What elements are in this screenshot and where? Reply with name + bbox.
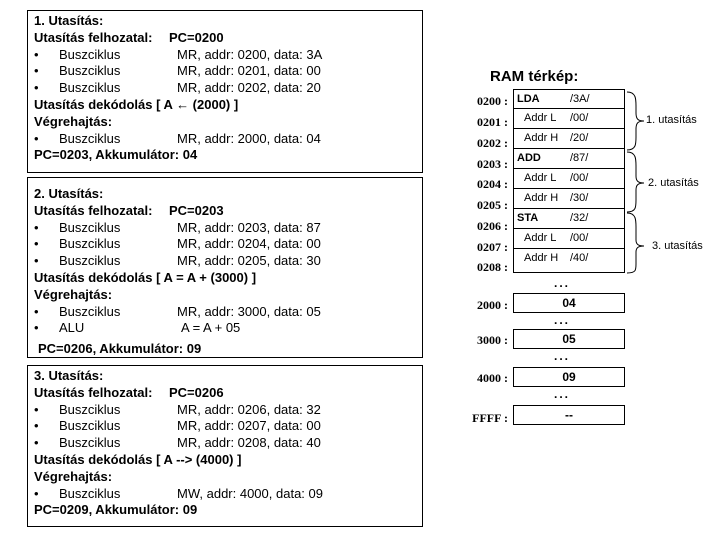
ellipsis: ... [553, 313, 570, 327]
ram-address: 2000 : [477, 298, 508, 312]
bullet: • [34, 130, 39, 146]
ram-cell-value: /00/ [570, 232, 589, 244]
result-line: PC=0203, Akkumulátor: 04 [34, 147, 198, 163]
ram-address: 0208 : [477, 260, 508, 274]
bus-cycle-row [34, 131, 416, 148]
instruction-3-box [27, 365, 423, 527]
ram-cell [513, 229, 625, 249]
operation-detail: MR, addr: 0206, data: 32 [177, 401, 321, 417]
ram-address: FFFF : [472, 411, 508, 425]
decode-line: Utasítás dekódolás [ A ← (2000) ] [34, 96, 239, 112]
ram-address: 0206 : [477, 219, 508, 233]
ram-cell-mnemonic: Addr L [524, 232, 557, 244]
instruction-title: 3. Utasítás: [34, 368, 104, 383]
bullet: • [34, 236, 39, 252]
bullet: • [34, 401, 39, 417]
operation-detail: MR, addr: 0201, data: 00 [177, 63, 321, 79]
fetch-label: Utasítás felhozatal: [34, 202, 153, 218]
ram-cell [513, 189, 625, 209]
bus-cycle-row [34, 402, 416, 419]
ram-data-cell: 09 [513, 367, 625, 387]
ram-cell-mnemonic: Addr L [524, 172, 557, 184]
operation-detail: MR, addr: 0207, data: 00 [177, 418, 321, 434]
ram-cell-mnemonic: Addr L [524, 112, 557, 124]
result-line: PC=0209, Akkumulátor: 09 [34, 502, 198, 518]
bullet: • [34, 320, 39, 336]
fetch-pc: PC=0200 [169, 29, 224, 45]
operation: Buszciklus [59, 130, 121, 146]
bus-cycle-row [34, 236, 416, 253]
brace-label-2: 2. utasítás [648, 177, 699, 189]
ram-cell [513, 209, 625, 229]
instruction-1-box [27, 10, 423, 173]
ram-cell [513, 109, 625, 129]
ram-cell [513, 249, 625, 273]
decode-line: Utasítás dekódolás [ A --> (4000) ] [34, 451, 242, 467]
ellipsis: ... [553, 387, 570, 401]
ram-address: 0203 : [477, 157, 508, 171]
operation: Buszciklus [59, 401, 121, 417]
operation-detail: A = A + 05 [181, 320, 241, 336]
operation-detail: MR, addr: 0203, data: 87 [177, 219, 321, 235]
ram-cell-mnemonic: ADD [517, 152, 541, 164]
ram-cell-value: /30/ [570, 192, 589, 204]
operation: Buszciklus [59, 236, 121, 252]
operation-detail: MR, addr: 0200, data: 3A [177, 46, 323, 62]
bullet: • [34, 253, 39, 269]
bullet: • [34, 63, 39, 79]
ram-address: 0204 : [477, 177, 508, 191]
ram-data-cell: 05 [513, 329, 625, 349]
ram-cell-mnemonic: Addr H [524, 252, 559, 264]
operation: Buszciklus [59, 303, 121, 319]
operation: ALU [59, 320, 85, 336]
ram-map-title: RAM térkép: [490, 68, 579, 85]
ram-cell-mnemonic: STA [517, 212, 539, 224]
alu-row [34, 320, 416, 337]
ram-cell [513, 149, 625, 169]
instruction-title: 1. Utasítás: [34, 13, 104, 28]
ram-cell-value: /00/ [570, 172, 589, 184]
ram-cell-value: /40/ [570, 252, 589, 264]
bus-cycle-row [34, 304, 416, 321]
operation: Buszciklus [59, 219, 121, 235]
ram-data-cell: 04 [513, 293, 625, 313]
execute-label: Végrehajtás: [34, 113, 113, 129]
ellipsis: ... [553, 276, 570, 290]
ram-data-cell: -- [513, 405, 625, 425]
ram-address: 3000 : [477, 333, 508, 347]
bus-cycle-row [34, 80, 416, 97]
bus-cycle-row [34, 418, 416, 435]
bus-cycle-row [34, 253, 416, 270]
brace-3 [627, 213, 644, 273]
operation: Buszciklus [59, 435, 121, 451]
fetch-line [34, 203, 416, 220]
execute-label: Végrehajtás: [34, 468, 113, 484]
fetch-pc: PC=0206 [169, 384, 224, 400]
bullet: • [34, 219, 39, 235]
bus-cycle-row [34, 486, 416, 503]
fetch-label: Utasítás felhozatal: [34, 384, 153, 400]
bullet: • [34, 418, 39, 434]
fetch-pc: PC=0203 [169, 202, 224, 218]
operation: Buszciklus [59, 418, 121, 434]
fetch-line [34, 385, 416, 402]
operation-detail: MR, addr: 0204, data: 00 [177, 236, 321, 252]
ram-address: 4000 : [477, 371, 508, 385]
operation: Buszciklus [59, 63, 121, 79]
ram-cell-value: /3A/ [570, 93, 590, 105]
ram-cell-mnemonic: Addr H [524, 132, 559, 144]
ram-cell-mnemonic: LDA [517, 93, 540, 105]
ram-address: 0205 : [477, 198, 508, 212]
brace-1 [627, 92, 644, 150]
ram-cell-value: /87/ [570, 152, 589, 164]
operation-detail: MR, addr: 0202, data: 20 [177, 80, 321, 96]
operation-detail: MR, addr: 0208, data: 40 [177, 435, 321, 451]
operation-detail: MW, addr: 4000, data: 09 [177, 485, 323, 501]
ram-cell-value: /32/ [570, 212, 589, 224]
operation-detail: MR, addr: 3000, data: 05 [177, 303, 321, 319]
ellipsis: ... [553, 349, 570, 363]
ram-cell [513, 129, 625, 149]
brace-2 [627, 152, 644, 212]
bullet: • [34, 435, 39, 451]
fetch-label: Utasítás felhozatal: [34, 29, 153, 45]
ram-address: 0200 : [477, 94, 508, 108]
operation: Buszciklus [59, 80, 121, 96]
brace-label-3: 3. utasítás [652, 240, 703, 252]
ram-cell-mnemonic: Addr H [524, 192, 559, 204]
instruction-2-box [27, 177, 423, 358]
bullet: • [34, 80, 39, 96]
brace-label-1: 1. utasítás [646, 114, 697, 126]
operation: Buszciklus [59, 485, 121, 501]
operation-detail: MR, addr: 2000, data: 04 [177, 130, 321, 146]
result-line: PC=0206, Akkumulátor: 09 [38, 341, 202, 357]
bus-cycle-row [34, 63, 416, 80]
bullet: • [34, 303, 39, 319]
operation: Buszciklus [59, 46, 121, 62]
bus-cycle-row [34, 220, 416, 237]
operation-detail: MR, addr: 0205, data: 30 [177, 253, 321, 269]
ram-cell [513, 169, 625, 189]
ram-address: 0202 : [477, 136, 508, 150]
instruction-title: 2. Utasítás: [34, 186, 104, 201]
ram-cell-value: /20/ [570, 132, 589, 144]
bullet: • [34, 485, 39, 501]
bullet: • [34, 46, 39, 62]
decode-line: Utasítás dekódolás [ A = A + (3000) ] [34, 269, 257, 285]
bus-cycle-row [34, 47, 416, 64]
bus-cycle-row [34, 435, 416, 452]
operation: Buszciklus [59, 253, 121, 269]
ram-cell-value: /00/ [570, 112, 589, 124]
ram-address: 0207 : [477, 240, 508, 254]
execute-label: Végrehajtás: [34, 286, 113, 302]
fetch-line [34, 30, 416, 47]
ram-cell [513, 89, 625, 109]
ram-address: 0201 : [477, 115, 508, 129]
